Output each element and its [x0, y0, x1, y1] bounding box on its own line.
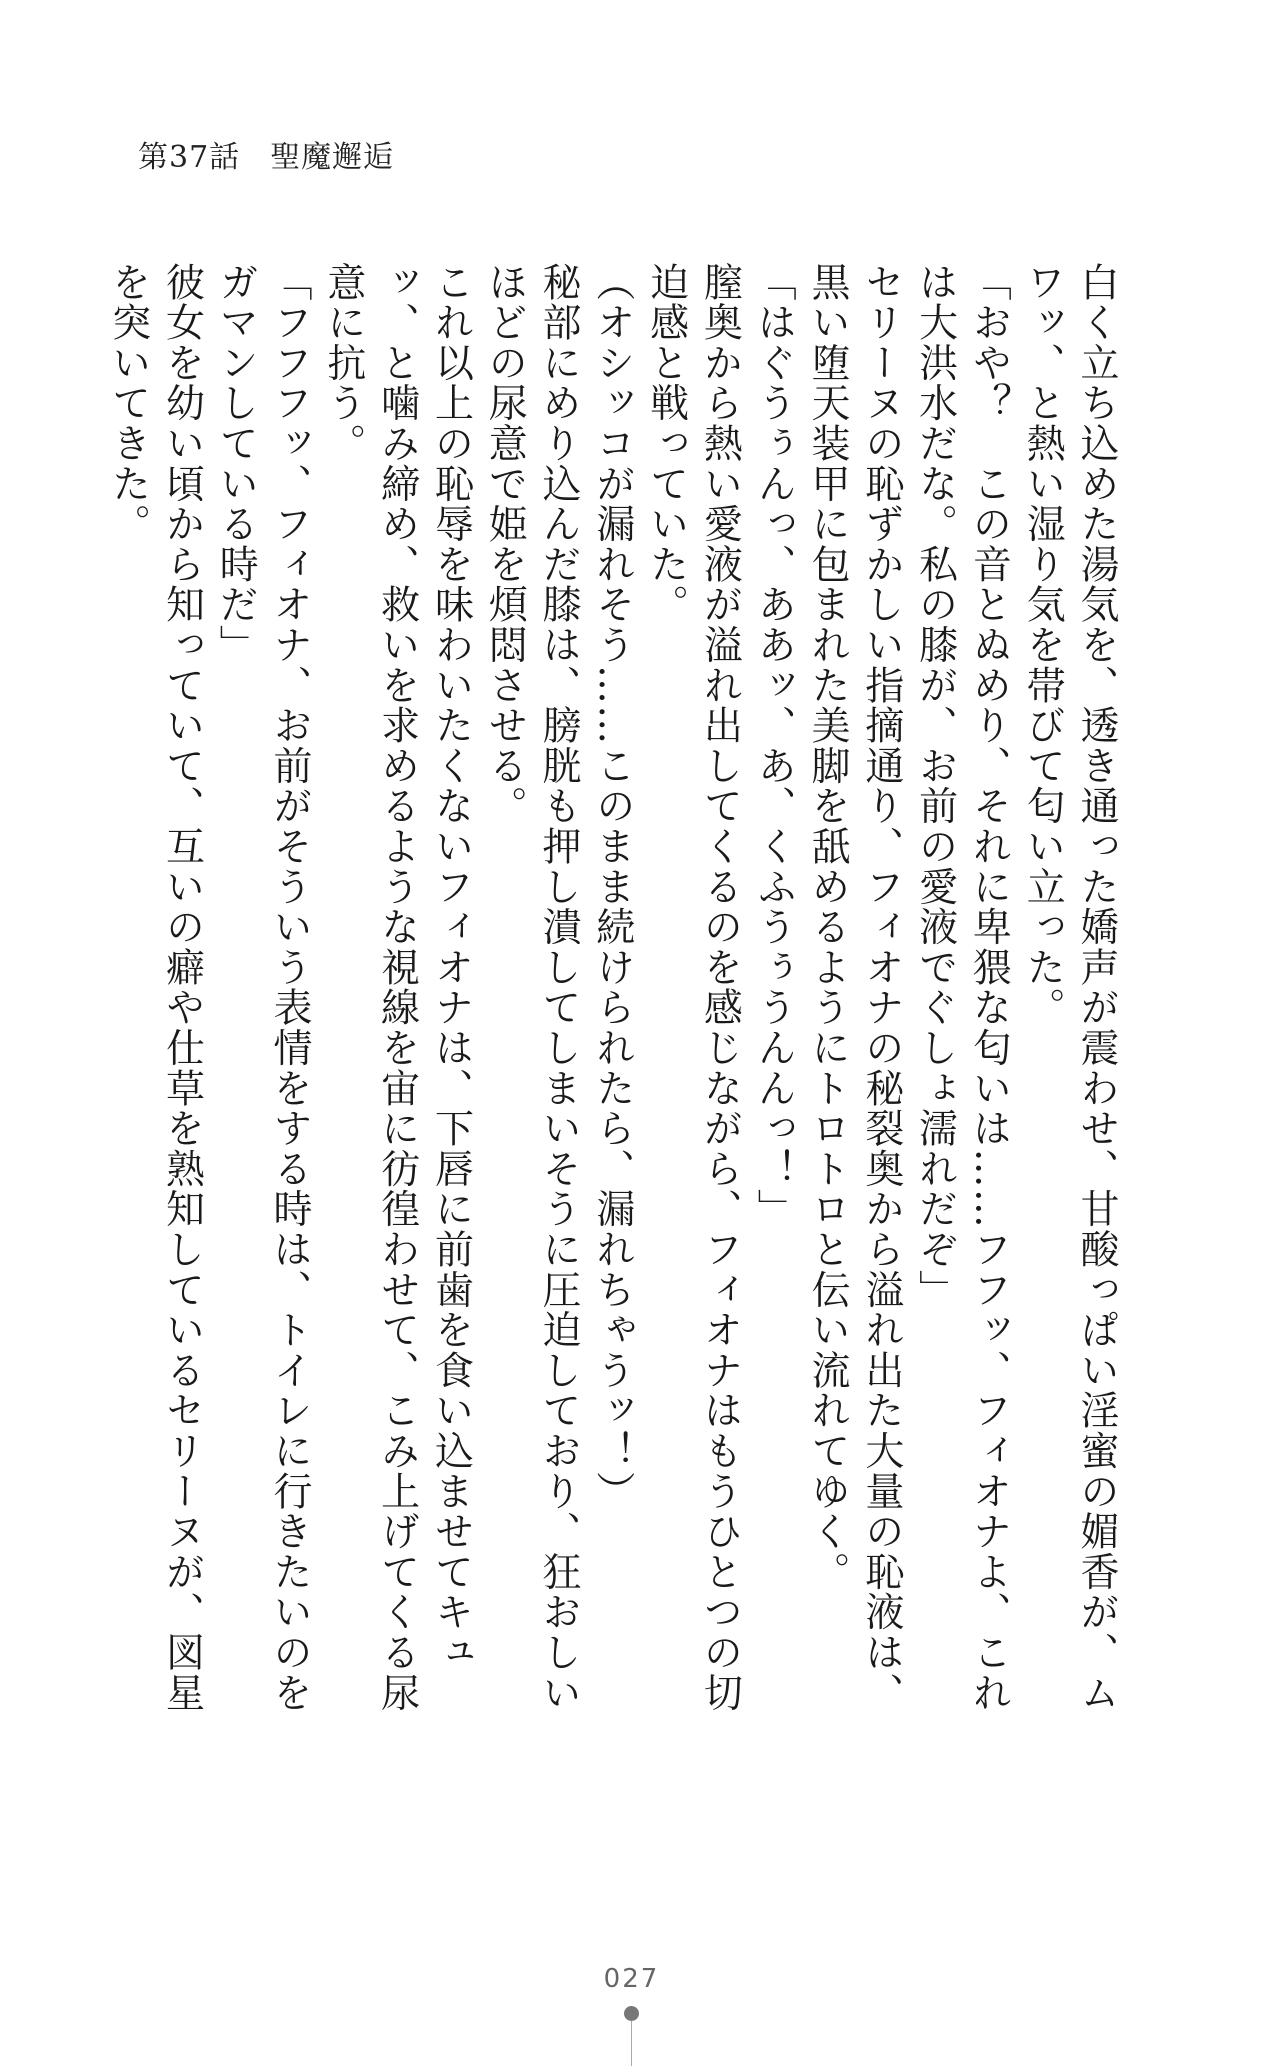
chapter-number: 第37話 [138, 140, 241, 175]
paragraph: （オシッコが漏れそう……このまま続けられたら、漏れちゃうッ！） [589, 262, 635, 1512]
running-header [138, 132, 394, 176]
page-marker-dot [624, 2006, 639, 2021]
paragraph: 「はぐうぅんっ、ああッ、あ、くふうぅうんんっ！」 [751, 262, 797, 1230]
paragraph: 膣奥から熱い愛液が溢れ出してくるのを感じながら、フィオナはもうひとつの切迫感と戦っていた。 [643, 262, 743, 1713]
paragraph: これ以上の恥辱を味わいたくないフィオナは、下唇に前歯を食い込ませてキュッ、と噛み締め、救いを求めるような視線を宙に彷徨わせて、こみ上げてくる尿意に抗う。 [320, 262, 474, 1713]
paragraph: 「フフフッ、フィオナ、お前がそういう表情をする時は、トイレに行きたいのをガマンしている時だ」 [213, 262, 313, 1713]
chapter-title: 聖魔邂逅 [270, 140, 395, 175]
paragraph: 彼女を幼い頃から知っていて、互いの癖や仕草を熟知しているセリーヌが、図星を突いてきた。 [105, 262, 205, 1713]
paragraph: 「おや？ この音とぬめり、それに卑猥な匂いは……フフッ、フィオナよ、これは大洪水だな。私の膝が、お前の愛液でぐしょ濡れだぞ」 [912, 262, 1012, 1713]
paragraph: セリーヌの恥ずかしい指摘通り、フィオナの秘裂奥から溢れ出た大量の恥液は、黒い堕天装甲に包まれた美脚を舐めるようにトロトロと伝い流れてゆく。 [805, 262, 904, 1713]
page-number: 027 [603, 1964, 660, 1994]
page-marker-line [631, 2021, 632, 2066]
paragraph: 秘部にめり込んだ膝は、膀胱も押し潰してしまいそうに圧迫しており、狂おしいほどの尿意で姫を煩悶させる。 [482, 262, 582, 1713]
body-text [105, 262, 1123, 1722]
paragraph: 白く立ち込めた湯気を、透き通った嬌声が震わせ、甘酸っぱい淫蜜の媚香が、ムワッ、と熱い湿り気を帯びて匂い立った。 [1020, 262, 1119, 1713]
